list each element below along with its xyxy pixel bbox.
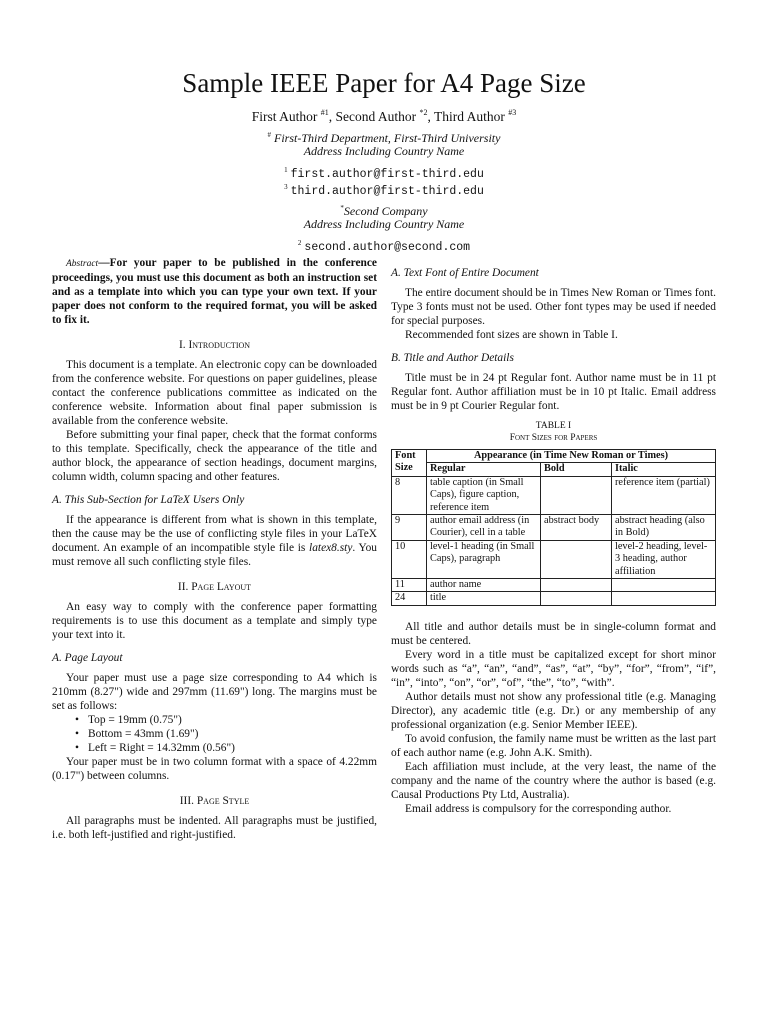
subsection-heading-text-font: A. Text Font of Entire Document — [391, 267, 539, 279]
table-row: 8 table caption (in Small Caps), figure caption, reference item reference item (partial) — [392, 476, 716, 514]
paragraph: Each affiliation must include, at the very least, the name of the company and the name of the country where the author is based (e.g. Causal Productions Pty Ltd, Australia). — [391, 760, 716, 801]
author-3-marker: #3 — [508, 108, 517, 117]
author-line: First Author $^{\#1}$, Second Author $^{*2}$, Third Author $^{\#3}$ — [251, 108, 517, 124]
paragraph: Author details must not show any professional title (e.g. Managing Director), any academic title (e.g. Dr.) or any membership of any professional organization (e.g. Senior Member IEEE). — [391, 690, 716, 731]
affiliation-2-address: Address Including Country Name — [303, 216, 465, 231]
paragraph: All title and author details must be in single-column format and must be centered. — [391, 620, 716, 647]
table-caption — [391, 420, 716, 444]
paragraph: An easy way to comply with the conference paper formatting requirements is to use this document as a template and simply type your text into it. — [52, 601, 377, 641]
table-row: 10 level-1 heading (in Small Caps), paragraph level-2 heading, level-3 heading, author affiliation — [392, 540, 716, 578]
table-header-appearance: Appearance (in Time New Roman or Times) — [427, 450, 716, 463]
paragraph: The entire document should be in Times New Roman or Times font. Type 3 fonts must not be used. Other font types may be used if needed for special purposes. — [391, 287, 716, 327]
paper-title: Sample IEEE Paper for A4 Page Size — [182, 68, 586, 98]
table-title: Font Sizes for Papers — [509, 433, 598, 443]
section-heading-introduction: I. Introduction — [178, 339, 251, 351]
margin-list — [52, 713, 377, 755]
author-2-marker: *2 — [419, 108, 428, 117]
section-heading-page-layout: II. Page Layout — [177, 581, 252, 593]
affiliation-block — [0, 128, 768, 253]
table-header-font-size: Font Size — [392, 450, 427, 477]
table-row: 24 title — [392, 592, 716, 605]
author-name-2: Second Author — [335, 109, 417, 124]
author-email-2: $^2$ second.author@second.com — [297, 239, 471, 255]
table-header-bold: Bold — [541, 463, 612, 476]
paragraph: If the appearance is different from what is shown in this template, then the cause may be the use of conflicting style files in your LaTeX document. An example of an incompatible style file is latex8.sty. You must remove all such conflicting style files. — [52, 514, 378, 568]
author-1-marker: #1 — [320, 108, 329, 117]
right-column — [391, 266, 716, 816]
paragraph: Your paper must use a page size corresponding to A4 which is 210mm (8.27") wide and 297mm (11.69") long. The margins must be set as follows: — [52, 672, 377, 712]
list-item: • Top = 19mm (0.75") — [88, 713, 377, 727]
paragraph: To avoid confusion, the family name must be written as the last part of each author name (e.g. John A.K. Smith). — [391, 732, 716, 759]
paragraph: Recommended font sizes are shown in Table I. — [405, 329, 618, 341]
author-name-3: Third Author — [434, 109, 505, 124]
paragraph: Title must be in 24 pt Regular font. Author name must be in 11 pt Regular font. Author affiliation must be in 10 pt Italic. Email address must be in 9 pt Courier Regular font. — [391, 372, 716, 412]
author-email-3: $^3$ third.author@first-third.edu — [284, 183, 484, 199]
table-header-italic: Italic — [612, 463, 716, 476]
table-header-regular: Regular — [427, 463, 541, 476]
affiliation-1-address: Address Including Country Name — [303, 143, 465, 158]
table-row: 11 author name — [392, 579, 716, 592]
author-email-1: $^1$ first.author@first-third.edu — [284, 166, 484, 182]
abstract-text: —For your paper to be published in the conference proceedings, you must use this document as both an instruction set and as a template into which you can type your own text. If your paper does not conform to the required format, you will be asked to fix it. — [52, 257, 377, 326]
font-size-table — [391, 449, 716, 606]
paragraph: Your paper must be in two column format with a space of 4.22mm (0.17") between columns. — [52, 756, 377, 782]
author-name-1: First Author — [251, 109, 318, 124]
table-row: 9 author email address (in Courier), cell in a table abstract body abstract heading (also in Bold) — [392, 515, 716, 541]
subsection-heading-page-layout: A. Page Layout — [52, 652, 123, 664]
subsection-heading-latex: A. This Sub-Section for LaTeX Users Only — [52, 494, 245, 506]
abstract — [52, 256, 377, 327]
table-subheader-row — [392, 463, 716, 476]
paragraph: This document is a template. An electronic copy can be downloaded from the conference website. For questions on paper guidelines, please contact the conference publications committee as indicated on the conference website. Information about final paper submission is available from the conference website. — [52, 359, 377, 427]
list-item: • Left = Right = 14.32mm (0.56") — [88, 741, 377, 755]
section-heading-page-style: III. Page Style — [179, 795, 250, 807]
subsection-heading-title-author: B. Title and Author Details — [391, 352, 514, 364]
affiliation-2-company: *Second Company — [340, 204, 428, 219]
paragraph: Before submitting your final paper, check that the format conforms to this template. Specifically, check the appearance of the title and author block, the appearance of section headings, document margins, column width, column spacing and other features. — [52, 429, 377, 483]
left-column — [52, 256, 377, 842]
table-label: TABLE I — [535, 421, 572, 431]
paragraph: Email address is compulsory for the corresponding author. — [405, 802, 672, 815]
abstract-label: Abstract — [66, 259, 99, 269]
affiliation-1-dept: # First-Third Department, First-Third University — [267, 131, 501, 145]
paragraph: Every word in a title must be capitalized except for short minor words such as “a”, “an”, “and”, “as”, “at”, “by”, “for”, “from”, “if”, “in”, “into”, “on”, “or”, “of”, “the”, “to”, “with”. — [391, 648, 716, 689]
table-header-row — [392, 450, 716, 463]
paragraph: All paragraphs must be indented. All paragraphs must be justified, i.e. both left-justified and right-justified. — [52, 815, 377, 841]
list-item: • Bottom = 43mm (1.69") — [88, 727, 377, 741]
